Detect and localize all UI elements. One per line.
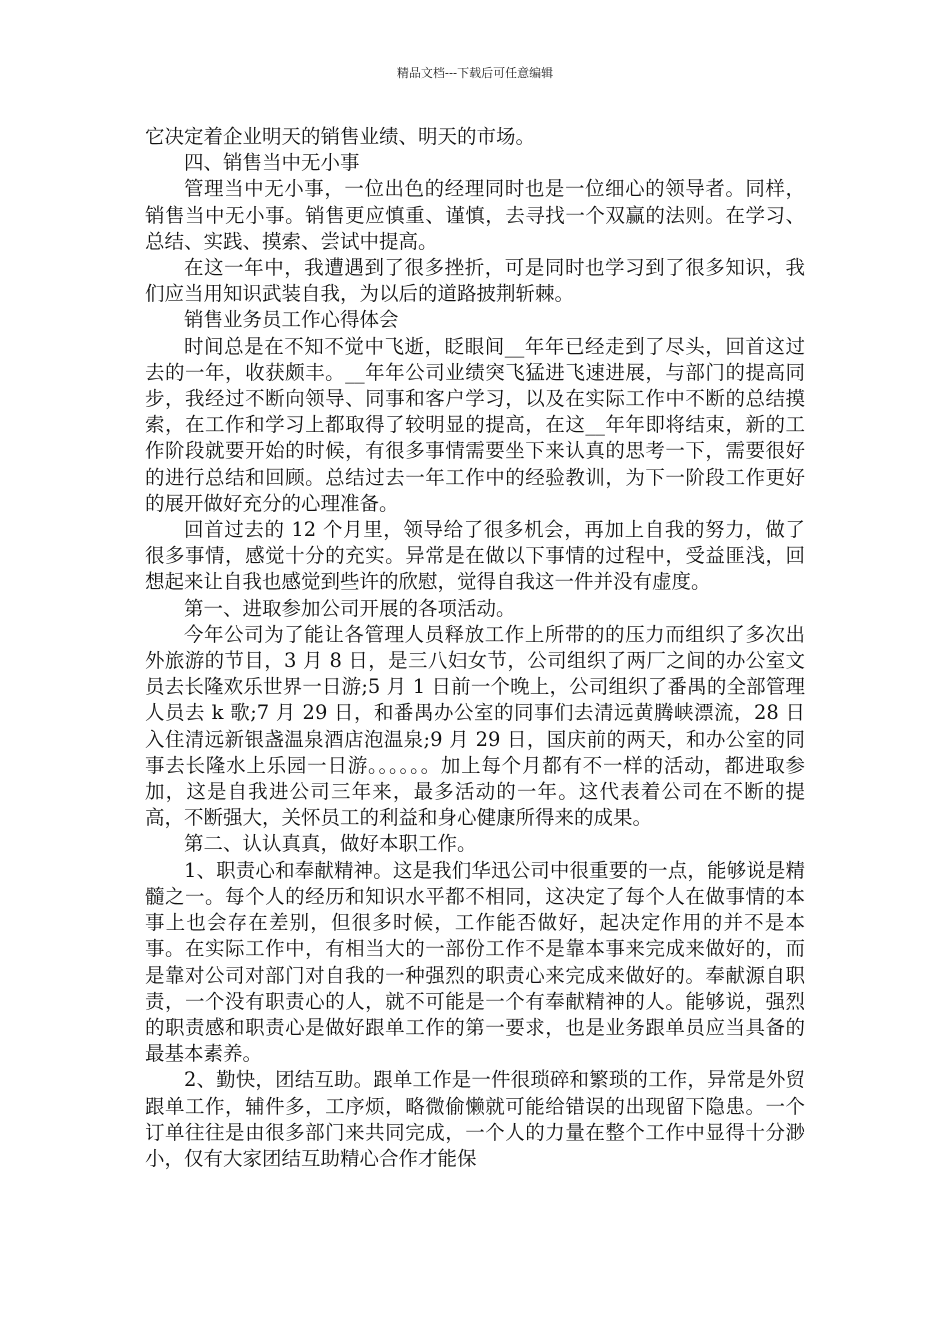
paragraph: 2、勤快，团结互助。跟单工作是一件很琐碎和繁琐的工作，异常是外贸跟单工作，辅件多，工序烦，略微偷懒就可能给错误的出现留下隐患。一个订单往往是由很多部门来共同完成，一个人的力量在整个工作中显得十分渺小，仅有大家团结互助精心合作才能保 xyxy=(145,1068,805,1170)
document-body xyxy=(145,124,805,1172)
page-header: 精品文档---下载后可任意编辑 xyxy=(396,66,554,80)
paragraph: 今年公司为了能让各管理人员释放工作上所带的的压力而组织了多次出外旅游的节目，3 月 8 日，是三八妇女节，公司组织了两厂之间的办公室文员去长隆欢乐世界一日游;5 月 1 日前一个晚上，公司组织了番禺的全部管理人员去 k 歌;7 月 29 日，和番禺办公室的同事们去清远黄腾峡漂流，28 日入住清远新银盏温泉酒店泡温泉;9 月 29 日，国庆前的两天，和办公室的同事去长隆水上乐园一日游。。。。。。加上每个月都有不一样的活动，都进取参加，这是自我进公司三年来，最多活动的一年。这代表着公司在不断的提高，不断强大，关怀员工的利益和身心健康所得来的成果。 xyxy=(145,622,805,830)
paragraph: 它决定着企业明天的销售业绩、明天的市场。 xyxy=(145,125,536,148)
section-heading: 第一、进取参加公司开展的各项活动。 xyxy=(184,596,516,620)
paragraph: 回首过去的 12 个月里，领导给了很多机会，再加上自我的努力，做了很多事情，感觉十分的充实。异常是在做以下事情的过程中，受益匪浅，回想起来让自我也感觉到些许的欣慰，觉得自我这一件并没有虚度。 xyxy=(145,518,805,594)
document-title: 销售业务员工作心得体会 xyxy=(184,308,399,332)
paragraph: 1、职责心和奉献精神。这是我们华迅公司中很重要的一点，能够说是精髓之一。每个人的经历和知识水平都不相同，这决定了每个人在做事情的本事上也会存在差别，但很多时候，工作能否做好，起决定作用的并不是本事。在实际工作中，有相当大的一部份工作不是靠本事来完成来做好的，而是靠对公司对部门对自我的一种强烈的职责心来完成来做好的。奉献源自职责，一个没有职责心的人，就不可能是一个有奉献精神的人。能够说，强烈的职责感和职责心是做好跟单工作的第一要求，也是业务跟单员应当具备的最基本素养。 xyxy=(145,858,805,1066)
paragraph: 时间总是在不知不觉中飞逝，眨眼间__年年已经走到了尽头，回首这过去的一年，收获颇丰。__年年公司业绩突飞猛进飞速进展，与部门的提高同步，我经过不断向领导、同事和客户学习，以及在实际工作中不断的总结摸索，在工作和学习上都取得了较明显的提高，在这__年年即将结束，新的工作阶段就要开始的时候，有很多事情需要坐下来认真的思考一下，需要很好的进行总结和回顾。总结过去一年工作中的经验教训，为下一阶段工作更好的展开做好充分的心理准备。 xyxy=(145,334,805,515)
paragraph: 管理当中无小事，一位出色的经理同时也是一位细心的领导者。同样，销售当中无小事。销售更应慎重、谨慎，去寻找一个双赢的法则。在学习、总结、实践、摸索、尝试中提高。 xyxy=(145,177,805,253)
paragraph: 在这一年中，我遭遇到了很多挫折，可是同时也学习到了很多知识，我们应当用知识武装自我，为以后的道路披荆斩棘。 xyxy=(145,256,805,306)
section-heading: 四、销售当中无小事 xyxy=(184,151,360,175)
section-heading: 第二、认认真真，做好本职工作。 xyxy=(184,832,477,856)
